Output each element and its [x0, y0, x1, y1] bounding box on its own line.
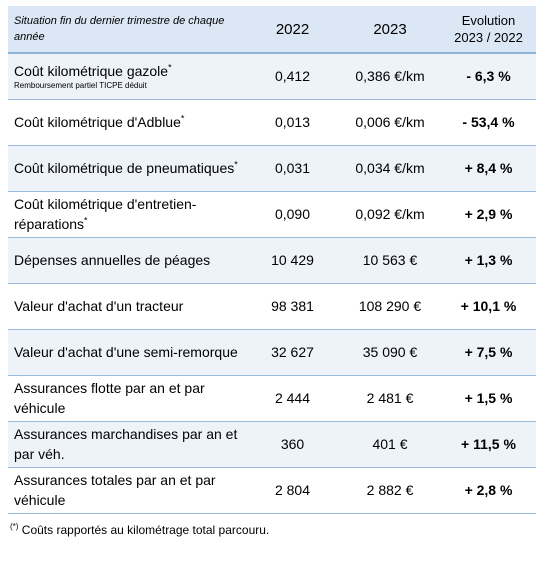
value-2022: 98 381 [246, 283, 339, 329]
evolution-value: + 2,9 % [441, 191, 536, 237]
row-label-star: * [180, 113, 185, 124]
value-2022: 32 627 [246, 329, 339, 375]
table-header-row [8, 6, 536, 53]
evolution-value: + 8,4 % [441, 145, 536, 191]
value-2023: 2 481 € [339, 375, 441, 421]
table-row [8, 375, 536, 421]
header-2023: 2023 [339, 6, 441, 53]
evolution-value: + 11,5 % [441, 421, 536, 467]
footnote-mark: (*) [10, 521, 19, 531]
row-label-text: Coût kilométrique d'entretien-réparations [14, 196, 197, 232]
header-evolution-line2: 2023 / 2022 [454, 30, 523, 45]
row-label-text: Coût kilométrique de pneumatiques [14, 160, 235, 176]
row-label-star: * [234, 159, 238, 170]
table-row [8, 99, 536, 145]
value-2022: 2 444 [246, 375, 339, 421]
value-2023: 35 090 € [339, 329, 441, 375]
value-2022: 0,031 [246, 145, 339, 191]
row-label [8, 375, 246, 421]
footnote-text: Coûts rapportés au kilométrage total parcouru. [18, 522, 270, 537]
cost-table-container [8, 6, 536, 537]
value-2023: 2 882 € [339, 467, 441, 513]
row-label [8, 329, 246, 375]
table-row [8, 53, 536, 99]
value-2023: 0,034 €/km [339, 145, 441, 191]
table-row [8, 329, 536, 375]
value-2022: 10 429 [246, 237, 339, 283]
value-2022: 0,013 [246, 99, 339, 145]
evolution-value: - 53,4 % [441, 99, 536, 145]
evolution-value: + 1,5 % [441, 375, 536, 421]
header-situation: Situation fin du dernier trimestre de chaque année [8, 6, 246, 53]
value-2022: 0,412 [246, 53, 339, 99]
value-2023: 0,006 €/km [339, 99, 441, 145]
row-label-text: Coût kilométrique gazole [14, 63, 169, 80]
row-label-text: Coût kilométrique d'Adblue [14, 114, 181, 130]
value-2022: 0,090 [246, 191, 339, 237]
evolution-value: + 1,3 % [441, 237, 536, 283]
row-label-text: Assurances flotte par an et par véhicule [14, 380, 205, 416]
value-2022: 360 [246, 421, 339, 467]
table-row [8, 421, 536, 467]
evolution-value: + 10,1 % [441, 283, 536, 329]
value-2023: 0,386 €/km [339, 53, 441, 99]
value-2023: 10 563 € [339, 237, 441, 283]
header-evolution-line1: Evolution [461, 13, 516, 28]
value-2023: 108 290 € [339, 283, 441, 329]
evolution-value: + 2,8 % [441, 467, 536, 513]
evolution-value: + 7,5 % [441, 329, 536, 375]
table-row [8, 467, 536, 513]
value-2023: 401 € [339, 421, 441, 467]
table-row [8, 283, 536, 329]
row-label-text: Assurances totales par an et par véhicule [14, 472, 216, 508]
value-2023: 0,092 €/km [339, 191, 441, 237]
row-label [8, 237, 246, 283]
row-label-text: Valeur d'achat d'une semi-remorque [14, 344, 238, 360]
row-label-star: * [84, 215, 88, 226]
row-label [8, 467, 246, 513]
row-label [8, 283, 246, 329]
footnote [8, 522, 536, 537]
header-evolution [441, 6, 536, 53]
table-body [8, 53, 536, 513]
row-label-sub: Remboursement partiel TICPE déduit [14, 81, 147, 91]
row-label-text: Assurances marchandises par an et par véh. [14, 426, 238, 462]
table-row [8, 237, 536, 283]
cost-table [8, 6, 536, 514]
row-label-text: Dépenses annuelles de péages [14, 252, 211, 268]
row-label [8, 191, 246, 237]
row-label [8, 99, 246, 145]
header-2022: 2022 [246, 6, 339, 53]
row-label [8, 145, 246, 191]
row-label [8, 53, 246, 99]
row-label-text: Valeur d'achat d'un tracteur [14, 298, 184, 314]
evolution-value: - 6,3 % [441, 53, 536, 99]
table-row [8, 145, 536, 191]
row-label [8, 421, 246, 467]
value-2022: 2 804 [246, 467, 339, 513]
row-label-star: * [168, 62, 172, 73]
table-row [8, 191, 536, 237]
